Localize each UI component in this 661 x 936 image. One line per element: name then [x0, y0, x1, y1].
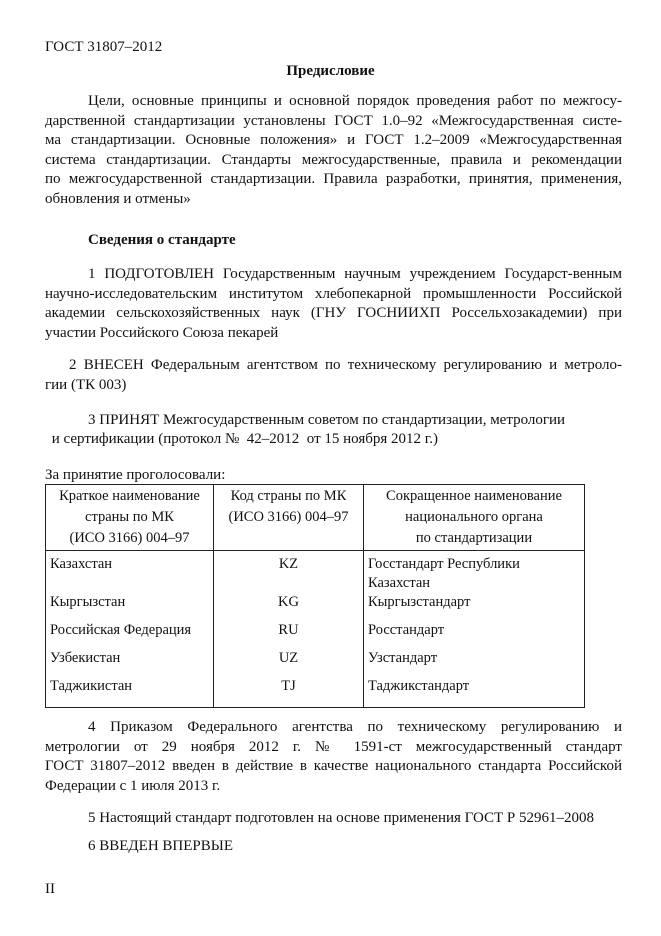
cell-code: TJ — [214, 677, 364, 708]
cell-code: RU — [214, 621, 364, 649]
header-country: Краткое наименование страны по МК (ИСО 3166) 004–97 — [46, 485, 214, 551]
cell-country: Казахстан — [46, 551, 214, 594]
cell-body: Росстандарт — [364, 621, 585, 649]
paragraph-line: научно-исследовательским институтом хлебопекарной промышленности Российской — [45, 285, 622, 302]
foreword-title: Предисловие — [286, 63, 375, 79]
cell-country: Российская Федерация — [46, 621, 214, 649]
item-4-paragraph — [45, 718, 622, 796]
paragraph-line: по межгосударственной стандартизации. Правила разработки, принятия, применения, — [45, 171, 622, 187]
item-1-paragraph — [45, 265, 622, 343]
table-header-row — [46, 485, 585, 551]
cell-body: Таджикстандарт — [364, 677, 585, 708]
paragraph-line: метрологии от 29 ноября 2012 г. № 1591-ст межгосударственный стандарт — [45, 738, 622, 755]
item-3-line-1: 3 ПРИНЯТ Межгосударственным советом по стандартизации, метрологии — [88, 412, 566, 428]
item-6-line: 6 ВВЕДЕН ВПЕРВЫЕ — [88, 838, 233, 854]
paragraph-line: дарственной стандартизации установлены ГОСТ 1.0–92 «Межгосударственная систе- — [45, 112, 622, 129]
standard-info-title: Сведения о стандарте — [88, 232, 236, 248]
paragraph-line: 4 Приказом Федерального агентства по техническому регулированию и — [88, 719, 622, 735]
table-row — [46, 621, 585, 649]
paragraph-line: Цели, основные принципы и основной порядок проведения работ по межгосу- — [88, 93, 622, 109]
item-2-paragraph — [45, 356, 622, 395]
paragraph-line: ГОСТ 31807–2012 введен в действие в качестве национального стандарта Российской — [45, 758, 622, 774]
foreword-paragraph — [45, 92, 622, 209]
voted-label: За принятие проголосовали: — [45, 467, 226, 483]
table-row — [46, 677, 585, 708]
header-national-body: Сокращенное наименование национального органа по стандартизации — [364, 485, 585, 551]
cell-body: Узстандарт — [364, 649, 585, 677]
item-3-line-2: и сертификации (протокол № 42–2012 от 15 ноября 2012 г.) — [48, 431, 438, 447]
cell-country: Кыргызстан — [46, 593, 214, 621]
header-code: Код страны по МК (ИСО 3166) 004–97 — [214, 485, 364, 551]
table-row — [46, 551, 585, 594]
paragraph-line: академии сельскохозяйственных наук (ГНУ ГОСНИИХП Россельхозакадемии) при — [45, 305, 622, 321]
cell-body: Госстандарт Республики Казахстан — [364, 551, 585, 594]
cell-country: Таджикистан — [46, 677, 214, 708]
cell-code: KG — [214, 593, 364, 621]
table-row — [46, 593, 585, 621]
table-row — [46, 649, 585, 677]
cell-code: UZ — [214, 649, 364, 677]
paragraph-line: участии Российского Союза пекарей — [45, 324, 279, 341]
paragraph-line: 1 ПОДГОТОВЛЕН Государственным научным учреждением Государст-венным — [88, 266, 622, 282]
voting-countries-table — [45, 484, 585, 708]
paragraph-line: обновления и отмены» — [45, 190, 191, 207]
paragraph-line: система стандартизации. Стандарты межгосударственные, правила и рекомендации — [45, 151, 622, 168]
paragraph-line: Федерации с 1 июля 2013 г. — [45, 777, 221, 794]
paragraph-line: ма стандартизации. Основные положения» и ГОСТ 1.2–2009 «Межгосударственная — [45, 132, 622, 148]
page-number: II — [45, 881, 55, 897]
doc-code: ГОСТ 31807–2012 — [45, 39, 163, 55]
cell-code: KZ — [214, 551, 364, 594]
paragraph-line: 2 ВНЕСЕН Федеральным агентством по техническому регулированию и метроло- — [69, 357, 622, 373]
cell-country: Узбекистан — [46, 649, 214, 677]
cell-body: Кыргызстандарт — [364, 593, 585, 621]
paragraph-line: гии (ТК 003) — [45, 376, 127, 393]
item-5-line: 5 Настоящий стандарт подготовлен на основе применения ГОСТ Р 52961–2008 — [88, 810, 594, 826]
